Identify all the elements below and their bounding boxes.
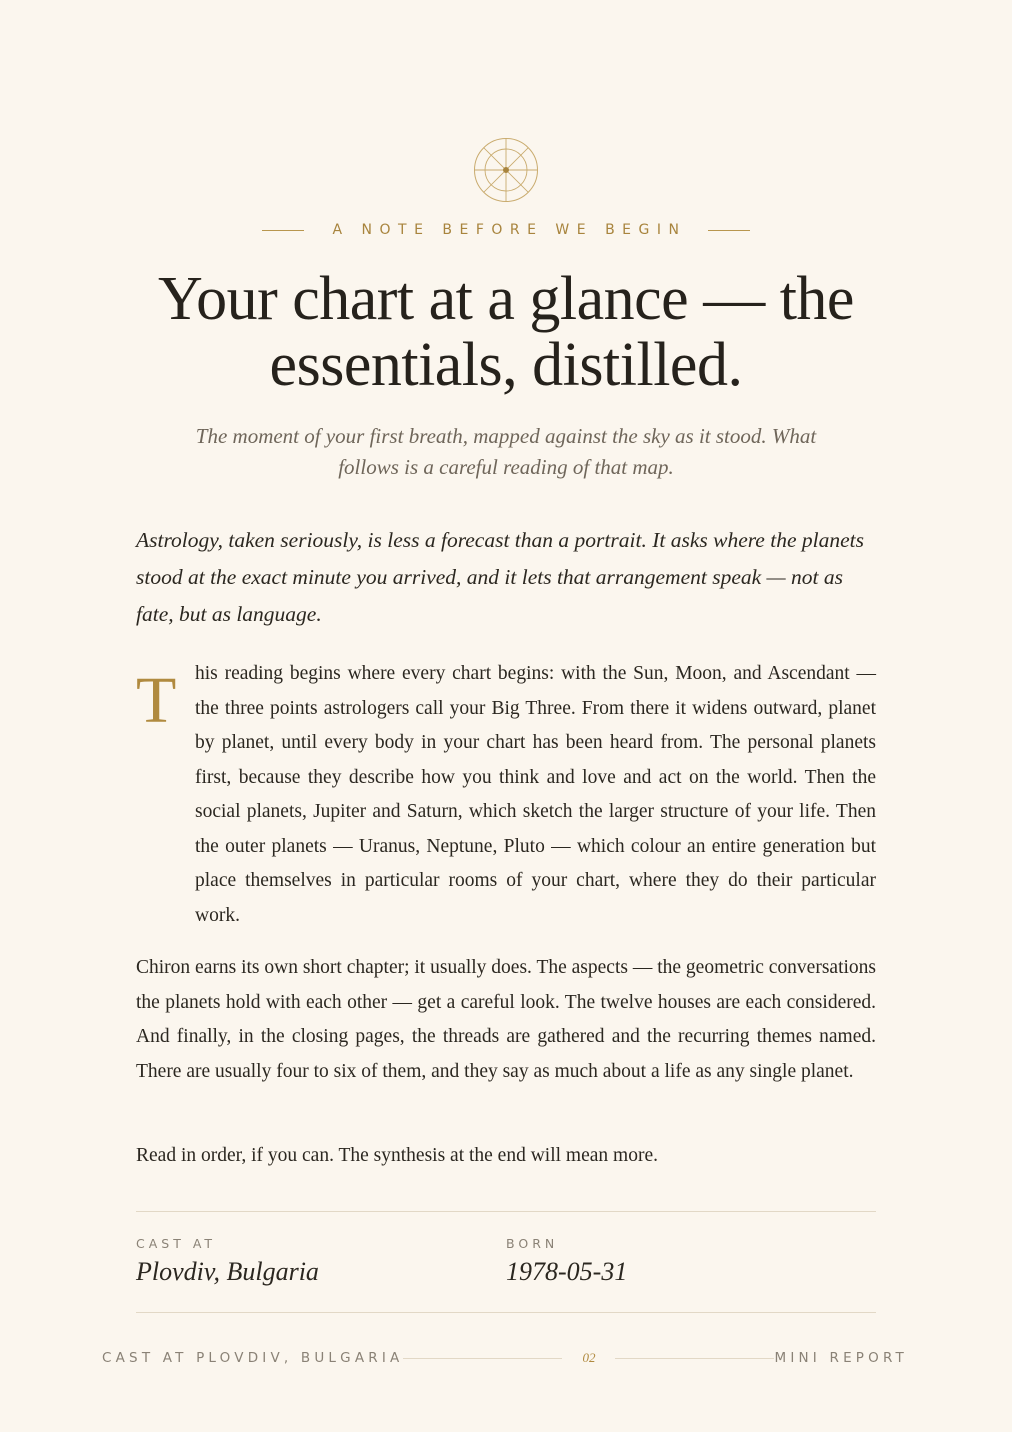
body-paragraph-2: Chiron earns its own short chapter; it usually does. The aspects — the geometric conversations the planets hold with each other — get a careful look. The twelve houses are each considered. And finally, in the closing pages, the threads are gathered and the recurring themes named. There are usually four to six of them, and they say as much about a life as any single planet. — [136, 957, 876, 1082]
section-kicker — [0, 222, 1012, 238]
kicker-text: A NOTE BEFORE WE BEGIN — [332, 222, 687, 238]
page-title: Your chart at a glance — the essentials, distilled. — [158, 265, 854, 399]
meta-divider-top — [136, 1211, 876, 1212]
zodiac-wheel-icon — [473, 137, 539, 203]
footer-rule-right — [615, 1358, 774, 1359]
page-footer — [102, 1350, 908, 1366]
born-label: BORN — [506, 1236, 559, 1251]
meta-divider-bottom — [136, 1312, 876, 1313]
page-subtitle: The moment of your first breath, mapped against the sky as it stood. What follows is a careful reading of that map. — [195, 424, 817, 479]
footer-location: CAST AT PLOVDIV, BULGARIA — [102, 1350, 404, 1366]
footer-report-type: MINI REPORT — [774, 1350, 909, 1366]
lede-paragraph: Astrology, taken seriously, is less a forecast than a portrait. It asks where the planets stood at the exact minute you arrived, and it lets that arrangement speak — not as fate, but as language. — [136, 528, 864, 626]
cast-at-value: Plovdiv, Bulgaria — [136, 1257, 319, 1286]
kicker-rule-right — [708, 230, 750, 231]
body-paragraph-1: his reading begins where every chart begins: with the Sun, Moon, and Ascendant — the three points astrologers call your Big Three. From there it widens outward, planet by planet, until every body in your chart has been heard from. The personal planets first, because they describe how you think and love and act on the world. Then the social planets, Jupiter and Saturn, which sketch the larger structure of your life. Then the outer planets — Uranus, Neptune, Pluto — which colour an entire generation but place themselves in particular rooms of your chart, where they do their particular work. — [195, 663, 876, 926]
kicker-rule-left — [262, 230, 304, 231]
born-value: 1978-05-31 — [506, 1257, 628, 1286]
drop-cap: T — [136, 664, 177, 737]
footer-rule-left — [403, 1358, 562, 1359]
body-paragraph-3: Read in order, if you can. The synthesis at the end will mean more. — [136, 1145, 658, 1166]
page-number: 02 — [582, 1350, 596, 1365]
cast-at-label: CAST AT — [136, 1236, 217, 1251]
